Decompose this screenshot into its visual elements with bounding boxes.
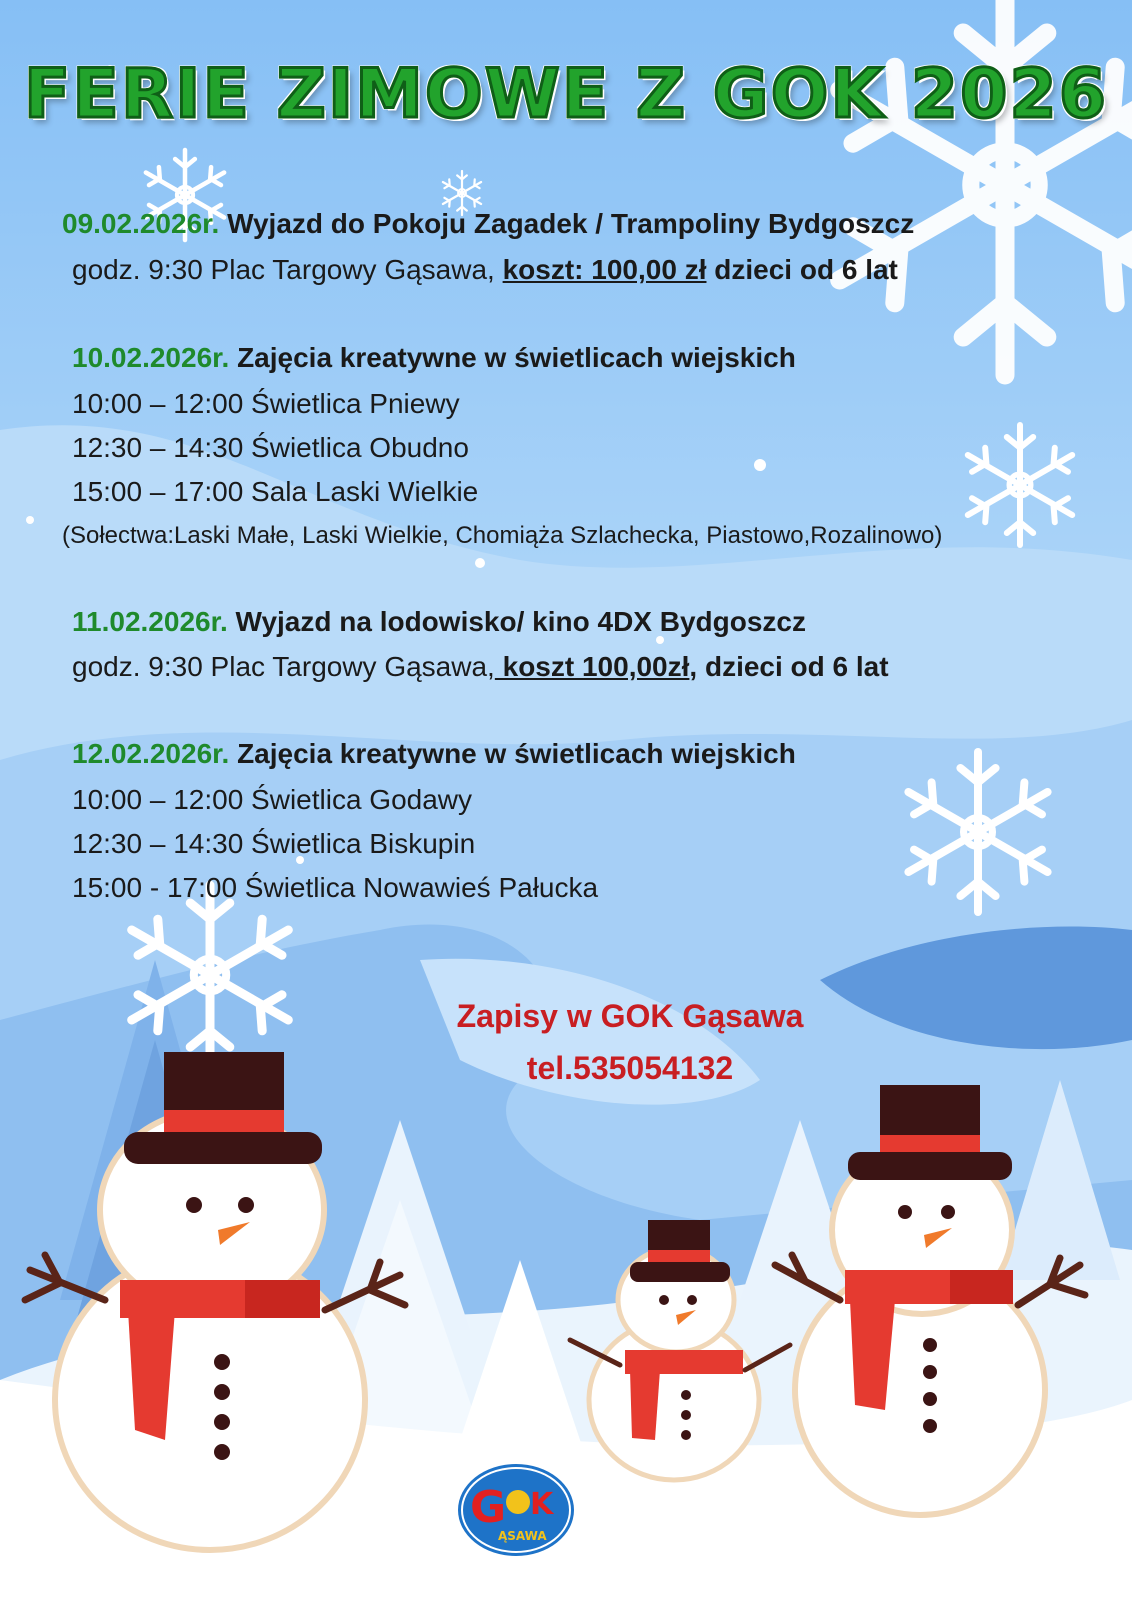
event-4-title: Zajęcia kreatywne w świetlicach wiejskich [237,738,796,769]
event-2-heading [72,342,796,374]
event-1-detail [72,254,898,286]
gok-logo [456,1460,576,1560]
event-1-date: 09.02.2026r. [62,208,220,239]
event-3-title: Wyjazd na lodowisko/ kino 4DX Bydgoszcz [235,606,806,637]
event-2-session-3: 15:00 – 17:00 Sala Laski Wielkie [72,476,479,507]
event-4-session-2: 12:30 – 14:30 Świetlica Biskupin [72,828,476,859]
event-2-session-2: 12:30 – 14:30 Świetlica Obudno [72,432,469,463]
event-2-note: (Sołectwa:Laski Małe, Laski Wielkie, Chomiąża Szlachecka, Piastowo,Rozalinowo) [62,522,943,549]
event-3-detail-suffix: , dzieci od 6 lat [689,651,889,682]
event-2-session-1: 10:00 – 12:00 Świetlica Pniewy [72,388,460,419]
logo-letter-g: G [470,1482,507,1533]
event-4-heading [72,738,796,770]
event-3-detail-prefix: godz. 9:30 Plac Targowy Gąsawa, [72,651,495,682]
signup-phone: tel.535054132 [526,1050,734,1086]
event-4-date: 12.02.2026r. [72,738,230,769]
event-3-heading [72,606,806,638]
event-1-heading [62,208,914,240]
event-1-detail-suffix: dzieci od 6 lat [706,254,898,285]
event-1-detail-prefix: godz. 9:30 Plac Targowy Gąsawa, [72,254,503,285]
event-2-title: Zajęcia kreatywne w świetlicach wiejskich [237,342,796,373]
event-3-date: 11.02.2026r. [72,606,228,637]
event-2-date: 10.02.2026r. [72,342,230,373]
signup-line: Zapisy w GOK Gąsawa [456,998,804,1034]
event-1-title: Wyjazd do Pokoju Zagadek / Trampoliny Bydgoszcz [227,208,915,239]
logo-letter-k: K [530,1487,554,1522]
logo-subtext: ĄSAWA [498,1529,547,1543]
poster-title: FERIE ZIMOWE Z GOK 2026 [23,55,1109,134]
event-3-detail [72,651,889,683]
signup-info [430,990,830,1094]
event-1-cost: koszt: 100,00 zł [502,254,707,285]
event-4-session-1: 10:00 – 12:00 Świetlica Godawy [72,784,473,815]
event-4-session-3: 15:00 - 17:00 Świetlica Nowawieś Pałucka [72,872,599,903]
event-3-cost: koszt 100,00zł [494,651,690,682]
